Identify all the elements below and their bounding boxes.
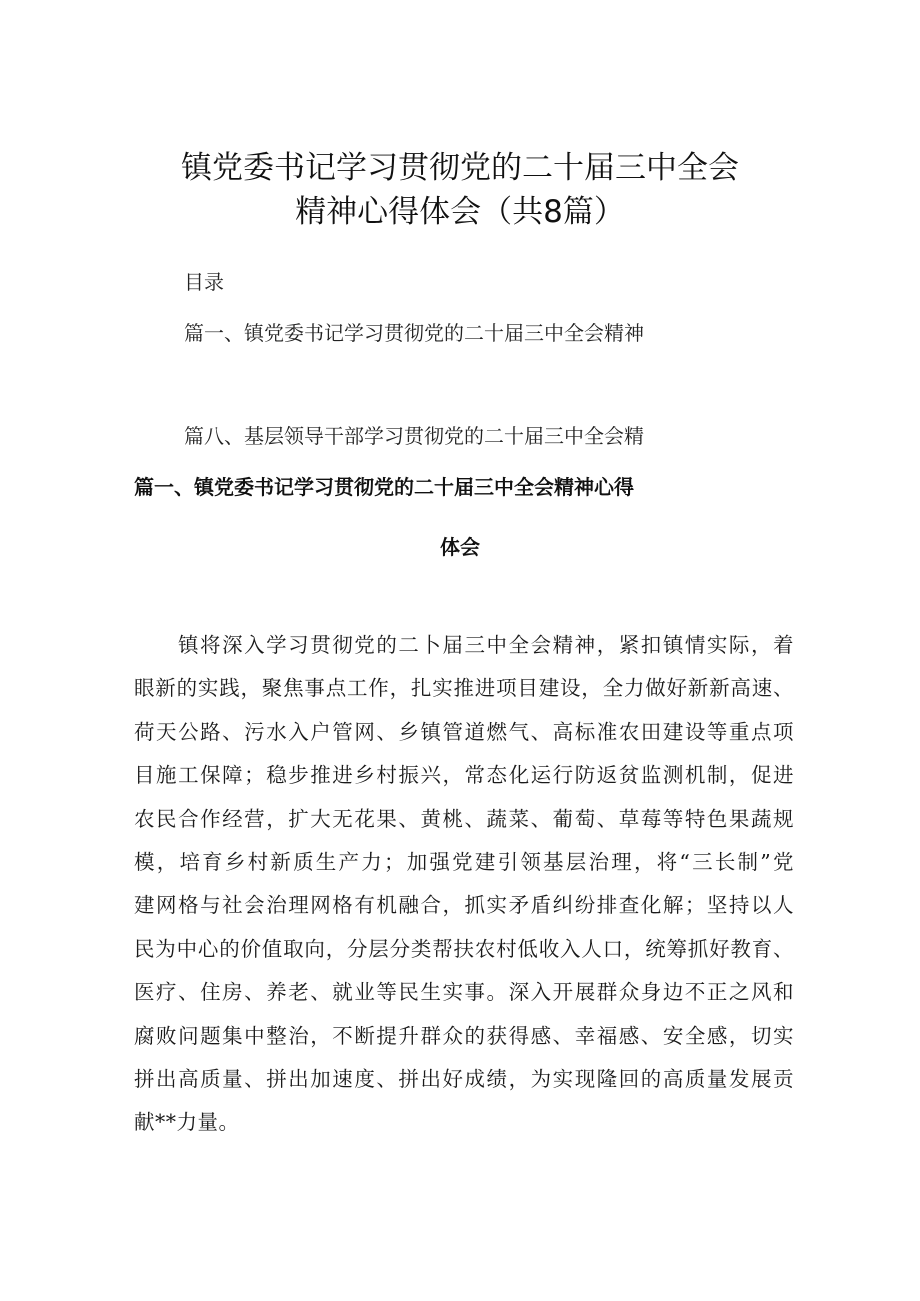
paragraph-line: 镇将深入学习贯彻党的二卜届三中全会精神，紧扣镇情实际，着 xyxy=(178,633,794,657)
paragraph-line: 目施工保障；稳步推进乡村振兴，常态化运行防返贫监测机制，促进 xyxy=(134,763,794,788)
paragraph-line: 献**力量。 xyxy=(134,1110,240,1135)
section-title-line-1: 篇一、镇党委书记学习贯彻党的二十届三中全会精神心得 xyxy=(134,475,634,499)
paragraph-line: 模，培育乡村新质生产力；加强党建引领基层治理，将“三长制”党 xyxy=(134,849,794,874)
document-title-line-2: 精神心得体会（共8篇） xyxy=(295,194,625,230)
paragraph-line: 农民合作经营，扩大无花果、黄桃、蔬菜、葡萄、草莓等特色果蔬规 xyxy=(134,806,794,831)
toc-heading: 目录 xyxy=(184,270,224,294)
document-title-line-1: 镇党委书记学习贯彻党的二十届三中全会 xyxy=(181,150,739,186)
paragraph-line: 拼出高质量、拼出加速度、拼出好成绩，为实现隆回的高质量发展贡 xyxy=(134,1066,794,1091)
toc-item-8[interactable]: 篇八、基层领导干部学习贯彻党的二十届三中全会精 xyxy=(184,424,644,448)
paragraph-line: 医疗、住房、养老、就业等民生实事。深入开展群众身边不正之风和 xyxy=(134,980,794,1005)
toc-item-1[interactable]: 篇一、镇党委书记学习贯彻党的二十届三中全会精神 xyxy=(184,321,644,345)
paragraph-line: 建网格与社会治理网格有机融合，抓实矛盾纠纷排查化解；坚持以人 xyxy=(134,893,794,918)
paragraph-line: 眼新的实践，聚焦事点工作，扎实推进项目建设，全力做好新新高速、 xyxy=(134,676,794,701)
paragraph-line: 民为中心的价值取向，分层分类帮扶农村低收入人口，统筹抓好教育、 xyxy=(134,936,794,961)
section-title-line-2: 体会 xyxy=(440,535,480,559)
paragraph-line: 腐败问题集中整治，不断提升群众的获得感、幸福感、安全感，切实 xyxy=(134,1023,794,1048)
paragraph-line: 荷天公路、污水入户管网、乡镇管道燃气、高标准农田建设等重点项 xyxy=(134,719,794,744)
section-paragraph xyxy=(134,624,794,1145)
